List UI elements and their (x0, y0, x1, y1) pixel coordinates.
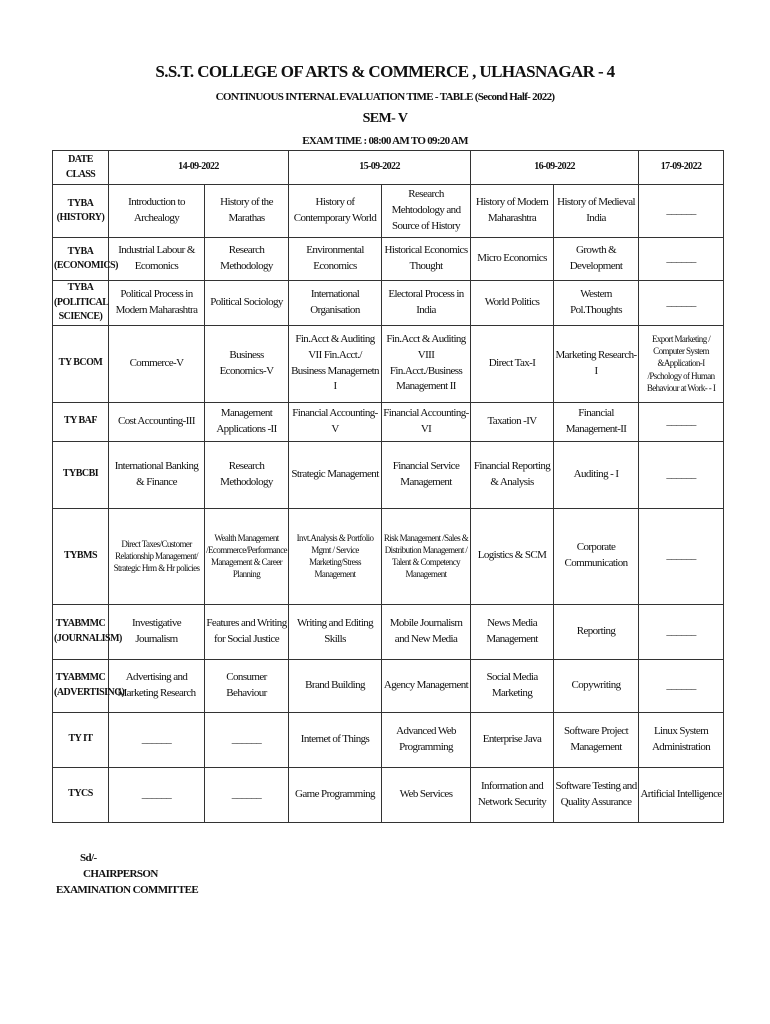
date-header: 15-09-2022 (289, 151, 471, 185)
subject-cell: Direct Tax-I (471, 325, 554, 402)
subject-cell: Electoral Process in India (382, 281, 471, 326)
subject-cell: ______ (639, 238, 724, 281)
subject-cell: Financial Management-II (554, 402, 639, 441)
subject-cell: Financial Reporting & Analysis (471, 441, 554, 508)
subject-cell: Web Services (382, 767, 471, 822)
table-header-row (53, 151, 724, 185)
class-name-cell: TYBMS (53, 508, 109, 604)
college-title: S.S.T. COLLEGE OF ARTS & COMMERCE , ULHASNAGAR - 4 (155, 62, 615, 81)
subject-cell: ______ (639, 604, 724, 659)
subject-cell: Enterprise Java (471, 712, 554, 767)
class-name-cell: TYABMMC (ADVERTISING) (53, 659, 109, 712)
committee-label: EXAMINATION COMMITTEE (56, 884, 199, 896)
subject-cell: History of the Marathas (205, 185, 289, 238)
subject-cell: Investigative Journalism (109, 604, 205, 659)
semester-label: SEM- V (362, 111, 408, 126)
subject-cell: Introduction to Archealogy (109, 185, 205, 238)
subject-cell: ______ (109, 712, 205, 767)
subject-cell: Financial Service Management (382, 441, 471, 508)
table-row (53, 712, 724, 767)
subject-cell: International Banking & Finance (109, 441, 205, 508)
class-name-cell: TYCS (53, 767, 109, 822)
subject-cell: Financial Accounting-VI (382, 402, 471, 441)
table-row (53, 441, 724, 508)
subject-cell: ______ (639, 659, 724, 712)
subject-cell: Corporate Communication (554, 508, 639, 604)
table-row (53, 659, 724, 712)
subject-cell: Research Methodology (205, 441, 289, 508)
class-name-cell: TYBA (HISTORY) (53, 185, 109, 238)
subject-cell: World Politics (471, 281, 554, 326)
subject-cell: Copywriting (554, 659, 639, 712)
subject-cell: Western Pol.Thoughts (554, 281, 639, 326)
subject-cell: ______ (109, 767, 205, 822)
exam-time: EXAM TIME : 08:00 AM TO 09:20 AM (302, 135, 468, 147)
subject-cell: Business Economics-V (205, 325, 289, 402)
subject-cell: Social Media Marketing (471, 659, 554, 712)
subject-cell: Political Process in Modern Maharashtra (109, 281, 205, 326)
subject-cell: Marketing Research- I (554, 325, 639, 402)
subject-cell: ______ (639, 402, 724, 441)
table-row (53, 281, 724, 326)
date-header: 14-09-2022 (109, 151, 289, 185)
date-header: 16-09-2022 (471, 151, 639, 185)
subject-cell: Game Programming (289, 767, 382, 822)
class-name-cell: TYBA (POLITICAL SCIENCE) (53, 281, 109, 326)
subject-cell: Micro Economics (471, 238, 554, 281)
subject-cell: Logistics & SCM (471, 508, 554, 604)
subject-cell: Political Sociology (205, 281, 289, 326)
class-name-cell: TY BCOM (53, 325, 109, 402)
subject-cell: ______ (639, 508, 724, 604)
subject-cell: Brand Building (289, 659, 382, 712)
timetable (52, 150, 724, 823)
table-row (53, 185, 724, 238)
subject-cell: Research Methodology (205, 238, 289, 281)
date-class-corner (53, 151, 109, 185)
subject-cell: Linux System Administration (639, 712, 724, 767)
subject-cell: Information and Network Security (471, 767, 554, 822)
subject-cell: Research Mehtodology and Source of History (382, 185, 471, 238)
table-row (53, 402, 724, 441)
subject-cell: Growth & Development (554, 238, 639, 281)
subject-cell: Management Applications -II (205, 402, 289, 441)
subject-cell: Software Project Management (554, 712, 639, 767)
class-name-cell: TYBCBI (53, 441, 109, 508)
subject-cell: Environmental Economics (289, 238, 382, 281)
subject-cell: Writing and Editing Skills (289, 604, 382, 659)
subject-cell: ______ (205, 767, 289, 822)
subject-cell: International Organisation (289, 281, 382, 326)
subject-cell: Fin.Acct & Auditing VII Fin.Acct./ Business Managemetn I (289, 325, 382, 402)
subject-cell: Taxation -IV (471, 402, 554, 441)
table-row (53, 604, 724, 659)
class-label: CLASS (65, 168, 96, 180)
subject-cell: News Media Management (471, 604, 554, 659)
subject-cell: Reporting (554, 604, 639, 659)
subject-cell: Internet of Things (289, 712, 382, 767)
class-name-cell: TY BAF (53, 402, 109, 441)
subject-cell: Fin.Acct & Auditing VIII Fin.Acct./Business Management II (382, 325, 471, 402)
subject-cell: Strategic Management (289, 441, 382, 508)
subject-cell: Auditing - I (554, 441, 639, 508)
subject-cell: Financial Accounting-V (289, 402, 382, 441)
subject-cell: Advanced Web Programming (382, 712, 471, 767)
signature-mark: Sd/- (80, 852, 97, 864)
subject-cell: Features and Writing for Social Justice (205, 604, 289, 659)
timetable-subtitle: CONTINUOUS INTERNAL EVALUATION TIME - TABLE (Second Half- 2022) (215, 91, 555, 103)
subject-cell: Risk Management /Sales & Distribution Management / Talent & Competency Management (382, 508, 471, 604)
subject-cell: History of Modern Maharashtra (471, 185, 554, 238)
class-name-cell: TYBA (ECONOMICS) (53, 238, 109, 281)
table-row (53, 508, 724, 604)
subject-cell: Artificial Intelligence (639, 767, 724, 822)
table-row (53, 767, 724, 822)
chairperson-label: CHAIRPERSON (83, 868, 158, 880)
subject-cell: Consumer Behaviour (205, 659, 289, 712)
date-header: 17-09-2022 (639, 151, 724, 185)
class-name-cell: TYABMMC (JOURNALISM) (53, 604, 109, 659)
subject-cell: Advertising and Marketing Research (109, 659, 205, 712)
subject-cell: Software Testing and Quality Assurance (554, 767, 639, 822)
subject-cell: ______ (639, 185, 724, 238)
subject-cell: Direct Taxes/Customer Relationship Management/ Strategic Hrm & Hr policies (109, 508, 205, 604)
subject-cell: ______ (205, 712, 289, 767)
subject-cell: Historical Economics Thought (382, 238, 471, 281)
subject-cell: History of Contemporary World (289, 185, 382, 238)
subject-cell: Mobile Journalism and New Media (382, 604, 471, 659)
subject-cell: ______ (639, 281, 724, 326)
subject-cell: Industrial Labour & Ecomonics (109, 238, 205, 281)
subject-cell: Commerce-V (109, 325, 205, 402)
subject-cell: Wealth Management /Ecommerce/Performance Management & Career Planning (205, 508, 289, 604)
date-label: DATE (68, 154, 93, 165)
subject-cell: ______ (639, 441, 724, 508)
subject-cell: Invt.Analysis & Portfolio Mgmt / Service Marketing/Stress Management (289, 508, 382, 604)
subject-cell: Cost Accounting-III (109, 402, 205, 441)
class-name-cell: TY IT (53, 712, 109, 767)
table-row (53, 325, 724, 402)
subject-cell: History of Medieval India (554, 185, 639, 238)
subject-cell: Export Marketing / Computer System &Application-I /Pschology of Human Behaviour at Work- - I (639, 325, 724, 402)
subject-cell: Agency Management (382, 659, 471, 712)
table-row (53, 238, 724, 281)
